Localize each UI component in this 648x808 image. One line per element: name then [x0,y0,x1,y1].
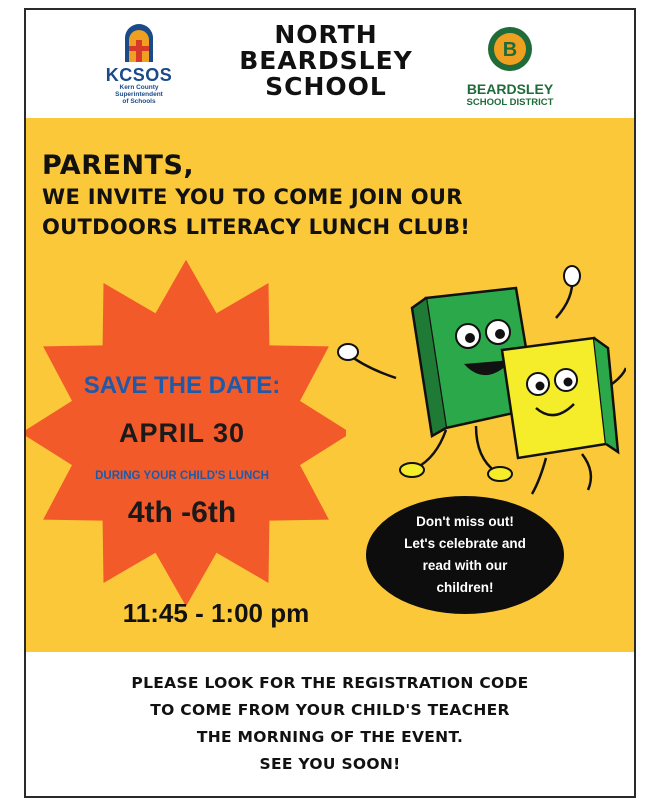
event-during: DURING YOUR CHILD'S LUNCH [95,470,269,482]
district-logo-letter: B [502,39,518,61]
headline-line-2: WE INVITE YOU TO COME JOIN OUR [42,185,463,209]
kcsos-sub-1: Kern County [119,84,159,91]
save-the-date: SAVE THE DATE: [83,372,281,399]
main-panel [26,118,634,652]
beardsley-district-logo-icon [487,26,533,72]
school-title-line-3: SCHOOL [265,72,387,101]
callout-line-3: read with our [422,558,508,573]
callout-line-4: children! [436,580,494,595]
callout-line-1: Don't miss out! [416,514,514,529]
district-sub: SCHOOL DISTRICT [466,97,554,108]
flyer-header [26,10,634,118]
callout-line-2: Let's celebrate and [404,536,526,551]
headline-line-1: PARENTS, [42,150,195,181]
headline-line-3: OUTDOORS LITERACY LUNCH CLUB! [42,215,471,239]
district-name: BEARDSLEY [466,81,554,97]
school-title [226,22,426,100]
callout-oval [366,496,564,614]
kcsos-sub-3: of Schools [122,98,156,105]
book-characters-illustration [326,258,626,498]
kcsos-sub-2: Superintendent [115,91,163,98]
footer-line-4: SEE YOU SOON! [259,755,401,773]
school-title-line-2: BEARDSLEY [239,46,413,75]
school-title-line-1: NORTH [274,20,378,49]
kcsos-logo-icon [121,22,157,62]
event-grades: 4th -6th [127,496,237,529]
kcsos-logo [84,22,194,105]
kcsos-wordmark: KCSOS [105,65,173,85]
flyer [24,8,636,798]
footer-line-2: TO COME FROM YOUR CHILD'S TEACHER [150,701,510,719]
headline [42,150,622,242]
event-time: 11:45 - 1:00 pm [122,598,310,628]
event-date: APRIL 30 [118,418,246,448]
footer-line-1: PLEASE LOOK FOR THE REGISTRATION CODE [131,674,529,692]
beardsley-district-logo [450,26,570,108]
footer-line-3: THE MORNING OF THE EVENT. [196,728,464,746]
footer [26,652,634,798]
